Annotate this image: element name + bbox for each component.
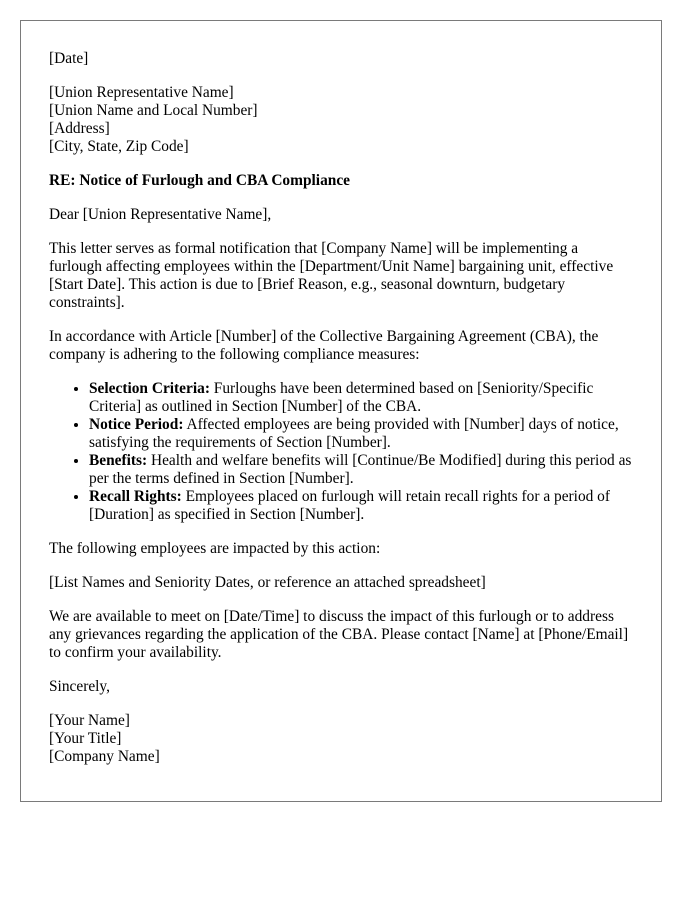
list-item (89, 488, 633, 524)
measure-text: Employees placed on furlough will retain recall rights for a period of [Duration] as specified in Section [Number]. (89, 488, 610, 523)
list-item (89, 416, 633, 452)
meeting-paragraph: We are available to meet on [Date/Time] to discuss the impact of this furlough or to address any grievances regarding the application of the CBA. Please contact [Name] at [Phone/Email] to confirm your availability. (49, 608, 629, 661)
letter-document (20, 20, 662, 802)
signer-title: [Your Title] (49, 730, 122, 747)
measure-text: Health and welfare benefits will [Continue/Be Modified] during this period as per the terms defined in Section [Number]. (89, 452, 632, 487)
recipient-address-block (49, 84, 633, 156)
letter-subject: RE: Notice of Furlough and CBA Compliance (49, 172, 350, 189)
closing: Sincerely, (49, 678, 110, 695)
measure-label: Selection Criteria: (89, 380, 210, 397)
measure-label: Recall Rights: (89, 488, 182, 505)
intro-paragraph: This letter serves as formal notification that [Company Name] will be implementing a furlough affecting employees within the [Department/Unit Name] bargaining unit, effective [Start Date]. This action is due to [Brief Reason, e.g., seasonal downturn, budgetary constraints]. (49, 240, 614, 311)
signature-block (49, 712, 633, 766)
measure-text: Affected employees are being provided with [Number] days of notice, satisfying the requirements of Section [Number]. (89, 416, 619, 451)
impacted-intro: The following employees are impacted by this action: (49, 540, 381, 557)
recipient-union: [Union Name and Local Number] (49, 102, 258, 119)
signer-name: [Your Name] (49, 712, 130, 729)
recipient-name: [Union Representative Name] (49, 84, 234, 101)
measure-label: Notice Period: (89, 416, 184, 433)
list-item (89, 452, 633, 488)
list-item (89, 380, 633, 416)
measure-text: Furloughs have been determined based on [Seniority/Specific Criteria] as outlined in Section [Number] of the CBA. (89, 380, 594, 415)
compliance-measures-list (49, 380, 633, 524)
signer-company: [Company Name] (49, 748, 160, 765)
letter-date: [Date] (49, 50, 89, 67)
recipient-address: [Address] (49, 120, 110, 137)
compliance-paragraph: In accordance with Article [Number] of the Collective Bargaining Agreement (CBA), the company is adhering to the following compliance measures: (49, 328, 599, 363)
measure-label: Benefits: (89, 452, 148, 469)
impacted-list-placeholder: [List Names and Seniority Dates, or reference an attached spreadsheet] (49, 574, 486, 591)
recipient-city: [City, State, Zip Code] (49, 138, 189, 155)
salutation: Dear [Union Representative Name], (49, 206, 272, 223)
